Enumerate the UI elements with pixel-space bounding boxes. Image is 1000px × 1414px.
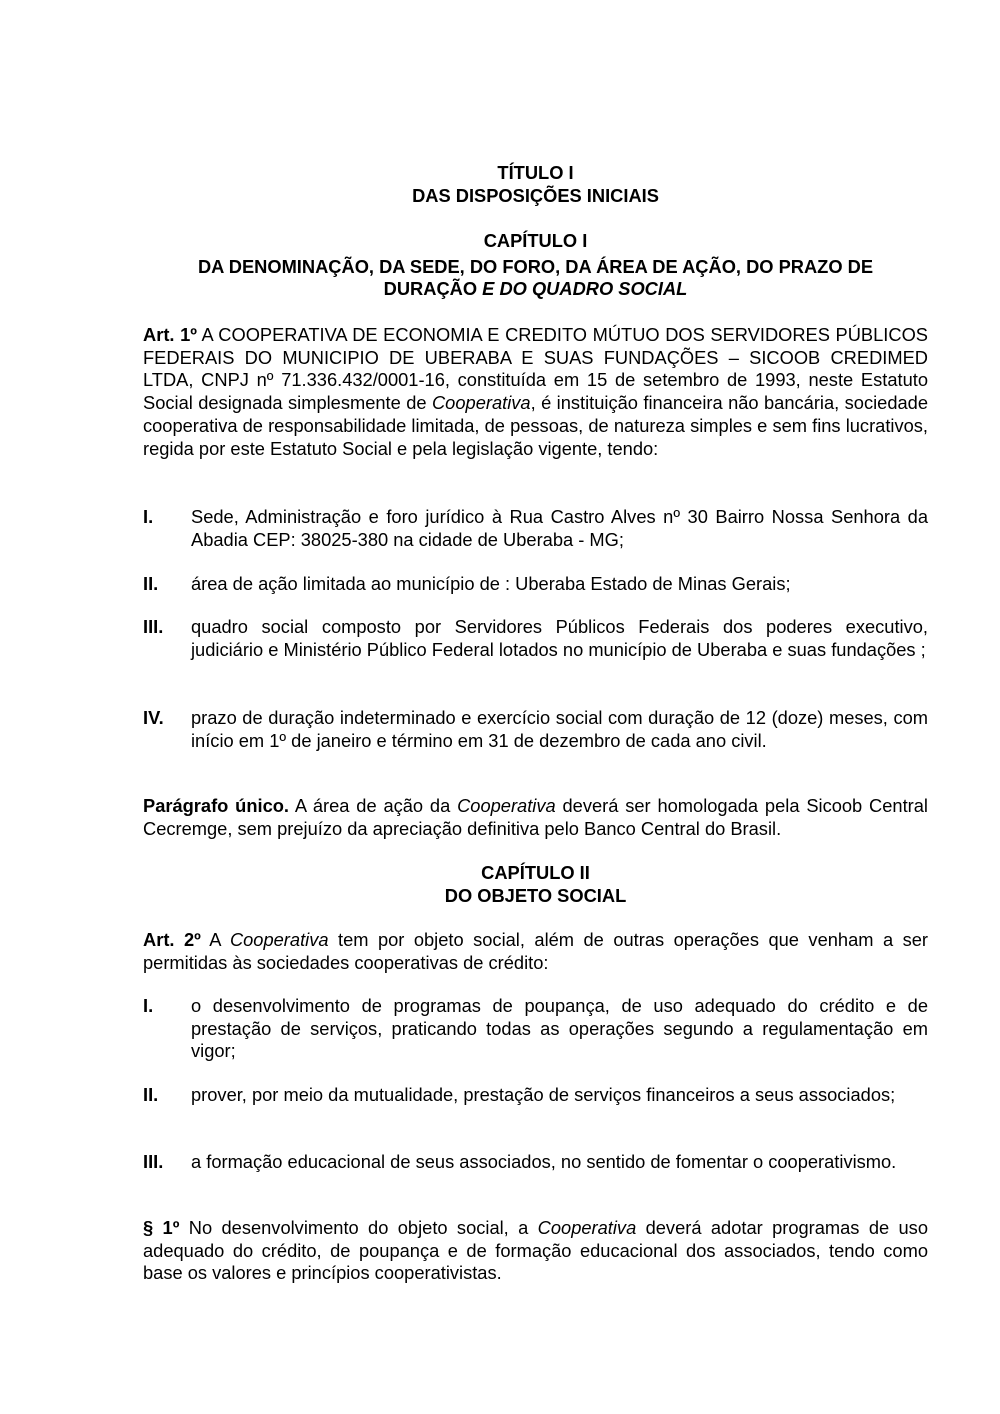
item-number: III. [143,616,164,637]
capitulo1-name-b: E DO QUADRO SOCIAL [482,278,688,300]
par1-text-a: No desenvolvimento do objeto social, a [179,1217,538,1238]
art1-label: Art. 1º [143,324,197,345]
art1-item [143,707,928,752]
art1-italic: Cooperativa [431,392,531,414]
art2-text-a: A [200,929,230,950]
capitulo1-heading [143,230,928,301]
item-text: Sede, Administração e foro jurídico à Rua Castro Alves nº 30 Bairro Nossa Senhora da Abadia CEP: 38025-380 na cidade de Uberaba - MG; [191,506,928,550]
par1-text-b: deverá adotar programas de uso adequado do crédito, de poupança e de formação educacional dos associados, tendo como base os valores e princípios cooperativistas. [143,1217,928,1284]
art2-italic: Cooperativa [229,929,329,950]
item-number: I. [143,506,154,527]
titulo-label: TÍTULO I [497,162,574,183]
capitulo1-name-line2 [143,278,928,301]
paragrafo-italic: Cooperativa [457,795,556,816]
item-text: o desenvolvimento de programas de poupança, de uso adequado do crédito e de prestação de serviços, praticando todas as operações segundo a regulamentação em vigor; [191,995,928,1062]
item-number: I. [143,995,154,1016]
art1-item [143,573,928,596]
art1-text-b: , é instituição financeira não bancária, sociedade cooperativa de responsabilidade limitada, de pessoas, de natureza simples e sem fins lucrativos, regida por este Estatuto Social e pela legislação vigente, tendo: [143,392,928,459]
art1-item [143,506,928,551]
item-text: quadro social composto por Servidores Públicos Federais dos poderes executivo, judiciário e Ministério Público Federal lotados no município de Uberaba e suas fundações ; [191,616,928,660]
art2-text-b: tem por objeto social, além de outras operações que venham a ser permitidas às sociedades cooperativas de crédito: [143,929,928,973]
capitulo2-name: DO OBJETO SOCIAL [444,884,627,906]
capitulo2-heading [143,862,928,907]
par1-italic: Cooperativa [537,1217,637,1238]
titulo-name: DAS DISPOSIÇÕES INICIAIS [412,184,659,206]
item-text: prazo de duração indeterminado e exercício social com duração de 12 (doze) meses, com início em 1º de janeiro e término em 31 de dezembro de cada ano civil. [191,707,928,751]
capitulo1-name-a: DURAÇÃO [383,278,483,300]
art2-item [143,1084,928,1107]
capitulo1-name-line1: DA DENOMINAÇÃO, DA SEDE, DO FORO, DA ÁREA DE AÇÃO, DO PRAZO DE [197,255,874,277]
item-text: prover, por meio da mutualidade, prestação de serviços financeiros a seus associados; [191,1084,896,1105]
item-number: II. [143,573,159,594]
capitulo1-label: CAPÍTULO I [483,230,588,251]
paragraph-1 [143,1217,928,1285]
paragrafo-text-a: A área de ação da [289,795,458,816]
paragrafo-label: Parágrafo único. [143,795,290,816]
item-text: área de ação limitada ao município de : Uberaba Estado de Minas Gerais; [191,573,791,594]
art2-item [143,995,928,1063]
par1-label: § 1º [143,1217,180,1238]
item-number: II. [143,1084,159,1105]
titulo-heading [143,162,928,207]
item-text: a formação educacional de seus associados, no sentido de fomentar o cooperativismo. [191,1151,897,1172]
item-number: III. [143,1151,164,1172]
art2-paragraph [143,929,928,974]
art1-paragraph [143,324,928,460]
art1-item [143,616,928,661]
art2-label: Art. 2º [143,929,201,950]
art2-item [143,1151,928,1174]
item-number: IV. [143,707,164,728]
capitulo2-label: CAPÍTULO II [481,862,590,883]
paragrafo-unico [143,795,928,840]
paragrafo-text-b: deverá ser homologada pela Sicoob Central Cecremge, sem prejuízo da apreciação definitiva pelo Banco Central do Brasil. [143,795,928,839]
art1-text-a: A COOPERATIVA DE ECONOMIA E CREDITO MÚTUO DOS SERVIDORES PÚBLICOS FEDERAIS DO MUNICIPIO DE UBERABA E SUAS FUNDAÇÕES – SICOOB CREDIMED LTDA, CNPJ nº 71.336.432/0001-16, constituída em 15 de setembro de 1993, neste Estatuto Social designada simplesmente de [143,324,928,414]
